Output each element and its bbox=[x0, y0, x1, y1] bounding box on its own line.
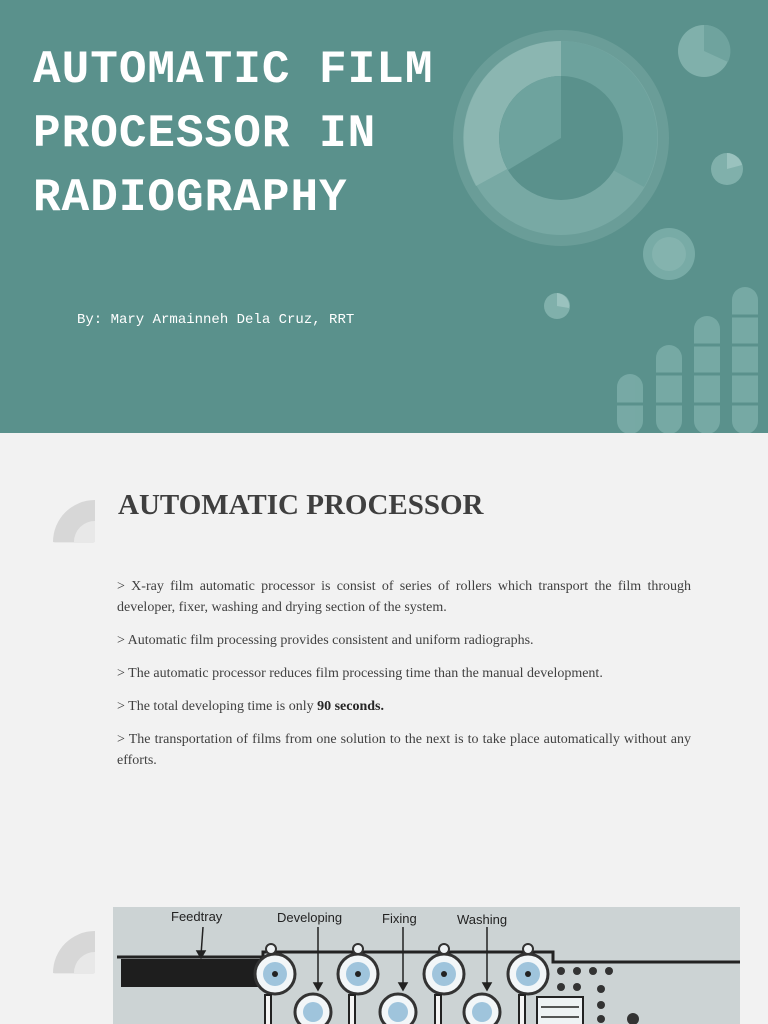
bullet-bold-value: 90 seconds. bbox=[317, 699, 385, 714]
content-slide bbox=[0, 433, 768, 1024]
section-heading: AUTOMATIC PROCESSOR bbox=[118, 489, 484, 521]
label-developing: Developing bbox=[277, 910, 343, 925]
quarter-circle-icon bbox=[52, 499, 96, 543]
bullet-item: > Automatic film processing provides consistent and uniform radiographs. bbox=[117, 633, 534, 648]
bullet-text: > The total developing time is only bbox=[117, 699, 318, 714]
bullet-item: > The transportation of films from one solution to the next is to take place automatically without any efforts. bbox=[117, 732, 691, 768]
label-washing: Washing bbox=[457, 912, 508, 927]
bullet-item bbox=[117, 696, 691, 717]
presentation-title: AUTOMATIC FILM PROCESSOR IN RADIOGRAPHY bbox=[33, 44, 434, 224]
bullet-item: > X-ray film automatic processor is consist of series of rollers which transport the film through developer, fixer, washing and drying section of the system. bbox=[117, 579, 691, 615]
label-feedtray: Feedtray bbox=[171, 909, 223, 924]
bullet-item: > The automatic processor reduces film processing time than the manual development. bbox=[117, 666, 603, 681]
label-fixing: Fixing bbox=[382, 911, 417, 926]
author-byline: By: Mary Armainneh Dela Cruz, RRT bbox=[77, 312, 355, 328]
quarter-circle-icon bbox=[52, 930, 96, 974]
processor-diagram-image bbox=[113, 907, 740, 1024]
processor-schematic bbox=[113, 907, 740, 1024]
title-slide bbox=[0, 0, 768, 433]
bullet-list bbox=[117, 576, 691, 783]
